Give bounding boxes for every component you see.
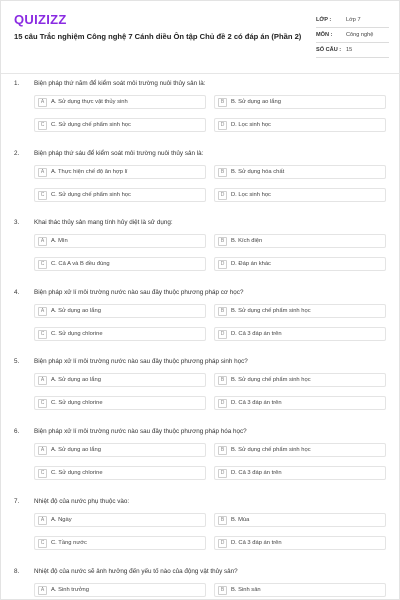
option-text: C. Sử dụng chế phẩm sinh học (51, 122, 131, 128)
option-letter-box: C (38, 191, 47, 200)
option-text: B. Kích điện (231, 238, 263, 244)
answer-options (34, 373, 394, 411)
info-value: Lớp 7 (346, 17, 361, 23)
info-row-subject (316, 28, 389, 43)
question-number: 4. (14, 289, 20, 296)
answer-option[interactable] (34, 466, 206, 480)
question-item (14, 219, 394, 272)
question-text: Biện pháp thứ năm để kiểm soát môi trường nuôi thủy sản là: (34, 80, 206, 87)
option-text: A. Ngày (51, 517, 72, 523)
option-letter-box: D (218, 260, 227, 269)
answer-options (34, 583, 394, 599)
answer-option[interactable] (34, 443, 206, 457)
question-number: 6. (14, 428, 20, 435)
question-text: Nhiệt độ của nước sẽ ảnh hưởng đến yếu tố nào của động vật thủy sản? (34, 568, 238, 575)
answer-option[interactable] (214, 118, 386, 132)
option-text: D. Cả 3 đáp án trên (231, 540, 282, 546)
answer-options (34, 304, 394, 342)
option-letter-box: B (218, 376, 227, 385)
question-item (14, 80, 394, 133)
option-letter-box: D (218, 191, 227, 200)
option-text: A. Sử dụng ao lắng (51, 447, 101, 453)
answer-option[interactable] (214, 234, 386, 248)
option-text: B. Sử dụng hóa chất (231, 169, 285, 175)
answer-option[interactable] (214, 304, 386, 318)
answer-options (34, 234, 394, 272)
option-text: B. Mùa (231, 517, 250, 523)
option-text: B. Sinh sản (231, 587, 261, 593)
question-number: 7. (14, 498, 20, 505)
option-letter-box: B (218, 516, 227, 525)
question-number: 5. (14, 358, 20, 365)
option-text: A. Sử dụng ao lắng (51, 308, 101, 314)
answer-options (34, 95, 394, 133)
answer-option[interactable] (34, 304, 206, 318)
info-value: Công nghệ (346, 32, 374, 38)
option-text: A. Sử dụng ao lắng (51, 377, 101, 383)
question-text: Khai thác thủy sản mang tính hủy diệt là sử dụng: (34, 219, 173, 226)
question-header (14, 219, 394, 226)
answer-options (34, 165, 394, 203)
option-letter-box: C (38, 260, 47, 269)
question-text: Biện pháp xử lí môi trường nước nào sau đây thuộc phương pháp sinh học? (34, 358, 248, 365)
answer-option[interactable] (34, 257, 206, 271)
answer-option[interactable] (34, 188, 206, 202)
info-label: LỚP : (316, 17, 332, 23)
answer-option[interactable] (214, 327, 386, 341)
answer-option[interactable] (214, 466, 386, 480)
option-text: B. Sử dụng chế phẩm sinh học (231, 377, 311, 383)
question-item (14, 428, 394, 481)
option-letter-box: A (38, 446, 47, 455)
question-item (14, 358, 394, 411)
info-value: 15 (346, 47, 353, 53)
option-letter-box: C (38, 121, 47, 130)
answer-option[interactable] (34, 95, 206, 109)
option-letter-box: C (38, 399, 47, 408)
question-item (14, 150, 394, 203)
question-number: 1. (14, 80, 20, 87)
question-header (14, 428, 394, 435)
option-text: D. Lọc sinh học (231, 192, 271, 198)
info-row-count (316, 43, 389, 58)
answer-option[interactable] (214, 443, 386, 457)
question-item (14, 498, 394, 551)
answer-option[interactable] (34, 583, 206, 597)
info-box (316, 13, 389, 58)
answer-option[interactable] (214, 95, 386, 109)
option-letter-box: A (38, 237, 47, 246)
option-text: A. Thực hiện chế độ ăn hợp lí (51, 169, 128, 175)
answer-option[interactable] (34, 234, 206, 248)
question-text: Biện pháp thứ sáu để kiểm soát môi trường nuôi thủy sản là: (34, 150, 204, 157)
option-letter-box: D (218, 469, 227, 478)
answer-option[interactable] (214, 536, 386, 550)
question-text: Biện pháp xử lí môi trường nước nào sau đây thuộc phương pháp cơ học? (34, 289, 244, 296)
question-number: 2. (14, 150, 20, 157)
question-text: Biện pháp xử lí môi trường nước nào sau đây thuộc phương pháp hóa học? (34, 428, 247, 435)
option-letter-box: B (218, 98, 227, 107)
answer-option[interactable] (214, 165, 386, 179)
answer-option[interactable] (34, 396, 206, 410)
answer-option[interactable] (34, 327, 206, 341)
question-header (14, 80, 394, 87)
option-letter-box: D (218, 539, 227, 548)
answer-option[interactable] (34, 373, 206, 387)
option-letter-box: A (38, 586, 47, 595)
option-text: C. Sử dụng chlorine (51, 400, 103, 406)
question-header (14, 150, 394, 157)
option-text: B. Sử dụng ao lắng (231, 99, 281, 105)
option-letter-box: D (218, 330, 227, 339)
question-header (14, 498, 394, 505)
question-text: Nhiệt độ của nước phụ thuộc vào: (34, 498, 130, 505)
answer-options (34, 513, 394, 551)
option-letter-box: A (38, 168, 47, 177)
option-text: C. Cả A và B đều đúng (51, 261, 110, 267)
option-letter-box: A (38, 98, 47, 107)
option-text: C. Sử dụng chlorine (51, 470, 103, 476)
option-letter-box: B (218, 237, 227, 246)
option-letter-box: A (38, 516, 47, 525)
question-number: 8. (14, 568, 20, 575)
option-text: D. Cả 3 đáp án trên (231, 400, 282, 406)
option-letter-box: B (218, 168, 227, 177)
option-text: A. Sinh trưởng (51, 587, 89, 593)
option-text: A. Sử dụng thực vật thủy sinh (51, 99, 128, 105)
answer-option[interactable] (214, 583, 386, 597)
header-divider (1, 73, 400, 74)
info-label: SỐ CÂU : (316, 47, 342, 53)
answer-option[interactable] (214, 257, 386, 271)
option-text: D. Lọc sinh học (231, 122, 271, 128)
option-letter-box: B (218, 307, 227, 316)
option-text: C. Tầng nước (51, 540, 87, 546)
option-text: A. Mìn (51, 238, 68, 244)
option-text: B. Sử dụng chế phẩm sinh học (231, 447, 311, 453)
question-item (14, 568, 394, 599)
answer-option[interactable] (214, 513, 386, 527)
answer-option[interactable] (34, 536, 206, 550)
option-text: D. Cả 3 đáp án trên (231, 331, 282, 337)
answer-option[interactable] (214, 396, 386, 410)
option-text: B. Sử dụng chế phẩm sinh học (231, 308, 311, 314)
option-letter-box: D (218, 399, 227, 408)
option-letter-box: C (38, 330, 47, 339)
question-header (14, 568, 394, 575)
question-header (14, 289, 394, 296)
question-item (14, 289, 394, 342)
answer-options (34, 443, 394, 481)
option-text: C. Sử dụng chế phẩm sinh học (51, 192, 131, 198)
option-letter-box: C (38, 469, 47, 478)
question-number: 3. (14, 219, 20, 226)
option-letter-box: B (218, 446, 227, 455)
option-text: D. Cả 3 đáp án trên (231, 470, 282, 476)
info-row-class (316, 13, 389, 28)
option-text: C. Sử dụng chlorine (51, 331, 103, 337)
option-letter-box: A (38, 376, 47, 385)
answer-option[interactable] (34, 513, 206, 527)
option-letter-box: A (38, 307, 47, 316)
quiz-title: 15 câu Trắc nghiệm Công nghệ 7 Cánh diều Ôn tập Chủ đề 2 có đáp án (Phần 2) (14, 32, 302, 41)
option-text: D. Đáp án khác (231, 261, 271, 267)
answer-option[interactable] (34, 165, 206, 179)
info-label: MÔN : (316, 32, 333, 38)
option-letter-box: C (38, 539, 47, 548)
question-header (14, 358, 394, 365)
answer-option[interactable] (214, 373, 386, 387)
quizizz-logo: QUIZIZZ (14, 12, 67, 27)
option-letter-box: B (218, 586, 227, 595)
option-letter-box: D (218, 121, 227, 130)
answer-option[interactable] (34, 118, 206, 132)
answer-option[interactable] (214, 188, 386, 202)
